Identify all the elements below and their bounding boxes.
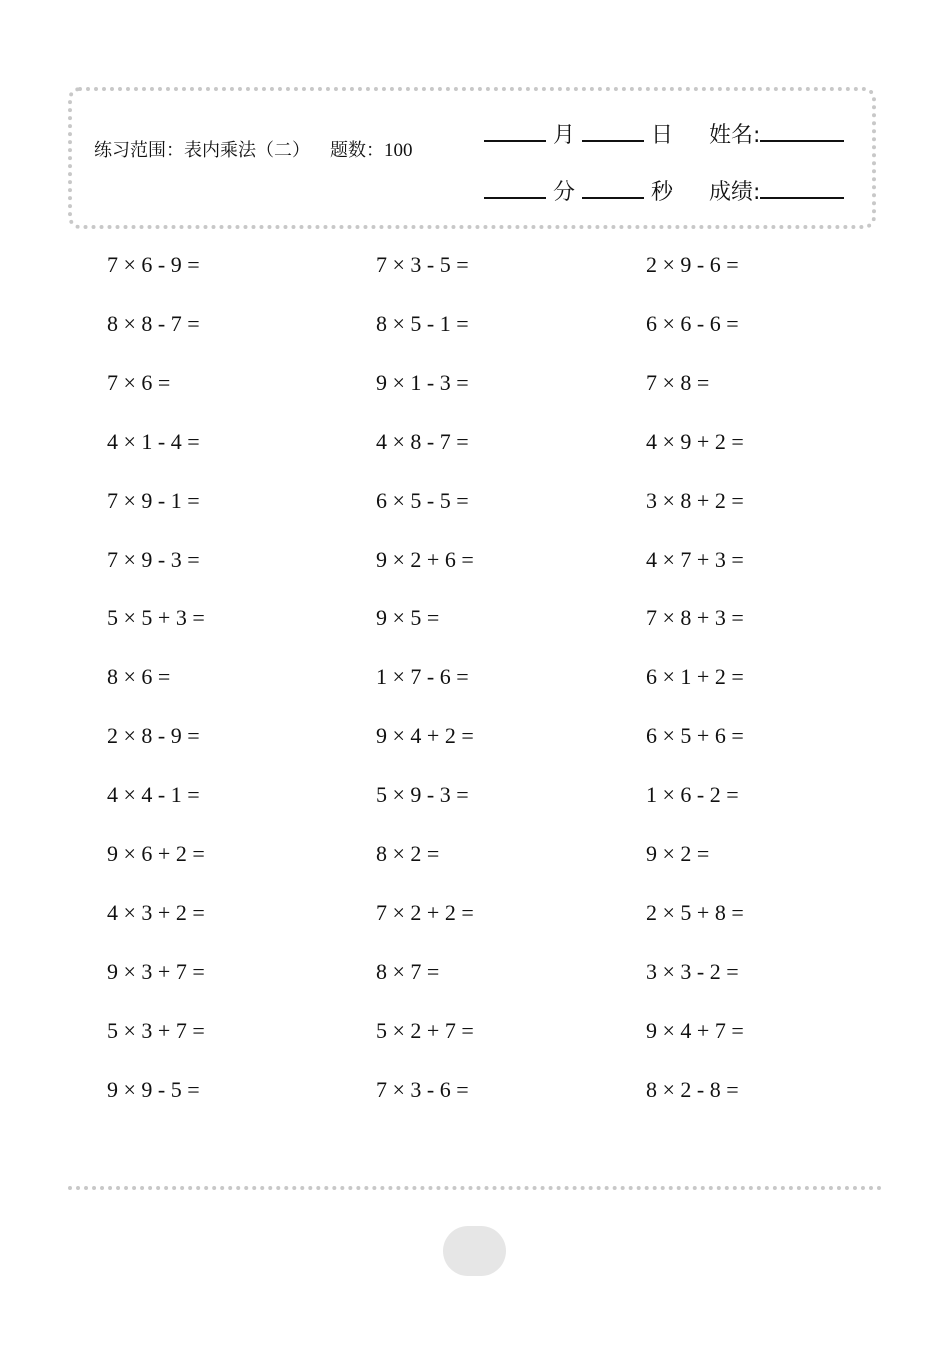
problem-row <box>0 1016 950 1046</box>
problem-row <box>0 839 950 869</box>
math-problem: 9 × 2 + 6 = <box>376 546 474 572</box>
math-problem: 3 × 8 + 2 = <box>646 487 744 513</box>
footer-divider <box>68 1186 882 1190</box>
math-problem: 6 × 6 - 6 = <box>646 310 739 336</box>
math-problem: 9 × 5 = <box>376 605 440 631</box>
math-problem: 8 × 7 = <box>376 958 440 984</box>
math-problem: 9 × 1 - 3 = <box>376 369 469 395</box>
month-blank[interactable] <box>484 140 546 142</box>
math-problem: 7 × 9 - 1 = <box>107 487 200 513</box>
problem-row <box>0 250 950 280</box>
math-problem: 7 × 2 + 2 = <box>376 899 474 925</box>
math-problem: 5 × 2 + 7 = <box>376 1017 474 1043</box>
math-problem: 3 × 3 - 2 = <box>646 958 739 984</box>
math-problem: 6 × 1 + 2 = <box>646 664 744 690</box>
math-problem: 7 × 6 - 9 = <box>107 252 200 277</box>
math-problem: 8 × 2 - 8 = <box>646 1076 739 1102</box>
problem-row <box>0 486 950 516</box>
practice-scope <box>94 136 413 162</box>
minute-blank[interactable] <box>484 197 546 199</box>
second-blank[interactable] <box>582 197 644 199</box>
math-problem: 4 × 4 - 1 = <box>107 782 200 808</box>
score-label: 成绩: <box>709 180 761 205</box>
math-problem: 5 × 3 + 7 = <box>107 1017 205 1043</box>
math-problem: 7 × 3 - 6 = <box>376 1076 469 1102</box>
math-problem: 9 × 4 + 2 = <box>376 723 474 749</box>
math-problem: 8 × 5 - 1 = <box>376 310 469 336</box>
math-problem: 4 × 3 + 2 = <box>107 899 205 925</box>
month-label: 月 <box>553 123 576 148</box>
time-field <box>484 175 673 206</box>
page-number-badge <box>443 1226 506 1276</box>
problem-row <box>0 780 950 810</box>
score-blank[interactable] <box>760 197 844 199</box>
math-problem: 9 × 4 + 7 = <box>646 1017 744 1043</box>
math-problem: 4 × 1 - 4 = <box>107 428 200 454</box>
math-problem: 9 × 2 = <box>646 841 710 866</box>
problem-row <box>0 427 950 457</box>
math-problem: 4 × 8 - 7 = <box>376 428 469 454</box>
math-problem: 9 × 3 + 7 = <box>107 958 205 984</box>
problem-row <box>0 721 950 751</box>
problem-row <box>0 545 950 575</box>
math-problem: 1 × 6 - 2 = <box>646 782 739 808</box>
math-problem: 8 × 8 - 7 = <box>107 310 200 336</box>
scope-label: 练习范围：表内乘法（二） <box>94 140 310 161</box>
math-problem: 4 × 9 + 2 = <box>646 428 744 454</box>
score-field <box>709 175 844 206</box>
math-problem: 6 × 5 - 5 = <box>376 487 469 513</box>
math-problem: 6 × 5 + 6 = <box>646 723 744 749</box>
math-problem: 7 × 8 + 3 = <box>646 605 744 631</box>
name-blank[interactable] <box>760 140 844 142</box>
count-value: 100 <box>384 140 413 161</box>
math-problem: 9 × 9 - 5 = <box>107 1076 200 1102</box>
minute-label: 分 <box>553 180 576 205</box>
math-problem: 4 × 7 + 3 = <box>646 546 744 572</box>
name-label: 姓名: <box>709 123 761 148</box>
problem-row <box>0 309 950 339</box>
problem-row <box>0 662 950 692</box>
math-problem: 8 × 2 = <box>376 841 440 866</box>
problem-row <box>0 898 950 928</box>
math-problem: 2 × 8 - 9 = <box>107 723 200 749</box>
count-label: 题数： <box>330 140 384 161</box>
math-problem: 5 × 5 + 3 = <box>107 605 205 631</box>
problem-row <box>0 603 950 633</box>
math-problem: 7 × 8 = <box>646 369 710 395</box>
math-problem: 1 × 7 - 6 = <box>376 664 469 690</box>
second-label: 秒 <box>651 180 674 205</box>
math-problem: 7 × 3 - 5 = <box>376 252 469 277</box>
math-problem: 2 × 9 - 6 = <box>646 252 739 277</box>
problem-row <box>0 957 950 987</box>
math-problem: 7 × 9 - 3 = <box>107 546 200 572</box>
math-problem: 2 × 5 + 8 = <box>646 899 744 925</box>
math-problem: 7 × 6 = <box>107 369 171 395</box>
problem-row <box>0 368 950 398</box>
math-problem: 8 × 6 = <box>107 664 171 690</box>
math-problem: 5 × 9 - 3 = <box>376 782 469 808</box>
day-blank[interactable] <box>582 140 644 142</box>
day-label: 日 <box>651 123 674 148</box>
math-problem: 9 × 6 + 2 = <box>107 841 205 866</box>
date-field <box>484 118 673 149</box>
name-field <box>709 118 844 149</box>
problem-row <box>0 1075 950 1105</box>
